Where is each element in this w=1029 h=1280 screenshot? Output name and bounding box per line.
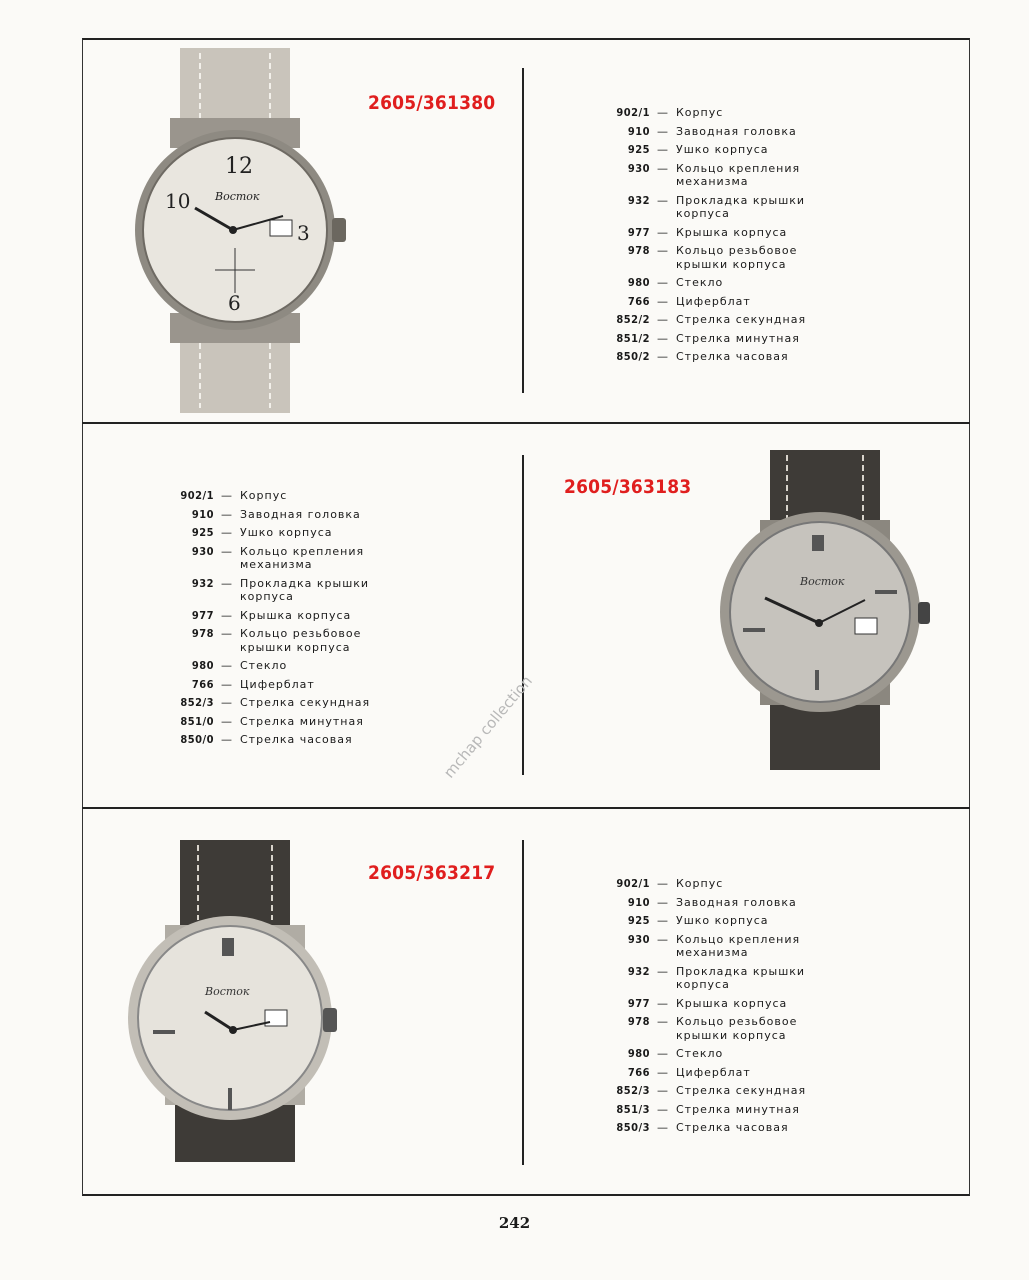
part-name: Стрелка секундная — [676, 1084, 807, 1097]
part-row — [598, 350, 816, 364]
dash-separator: — — [657, 294, 669, 308]
dash-separator: — — [221, 576, 233, 590]
part-row — [598, 106, 816, 120]
part-name: Кольцо резьбовое крышки корпуса — [240, 627, 362, 654]
part-name: Циферблат — [676, 1065, 751, 1079]
part-code: 925 — [191, 526, 214, 539]
part-name: Ушко корпуса — [676, 143, 769, 156]
dash-separator: — — [657, 877, 669, 890]
part-code: 910 — [627, 895, 650, 909]
part-code: 850/2 — [616, 350, 650, 363]
part-code: 851/3 — [616, 1102, 650, 1116]
part-name: Стекло — [676, 1047, 724, 1060]
page-number: 242 — [498, 1214, 531, 1232]
dash-separator: — — [221, 507, 233, 521]
part-name: Стрелка часовая — [240, 733, 353, 746]
part-code: 980 — [627, 276, 650, 289]
part-row — [162, 609, 380, 623]
part-name: Стрелка секундная — [676, 313, 807, 326]
part-code: 978 — [191, 627, 214, 640]
part-name: Стрелка минутная — [240, 714, 364, 728]
part-code: 932 — [627, 964, 650, 978]
dash-separator: — — [657, 964, 669, 978]
part-row — [598, 162, 816, 189]
part-name: Прокладка крышки корпуса — [676, 193, 806, 220]
part-row — [162, 489, 380, 503]
part-row — [598, 1047, 816, 1061]
dash-separator: — — [657, 225, 669, 239]
dash-separator: — — [657, 1015, 669, 1028]
part-name: Стрелка часовая — [676, 1121, 789, 1134]
part-code: 850/3 — [616, 1121, 650, 1134]
part-code: 852/2 — [616, 313, 650, 326]
svg-text:10: 10 — [165, 189, 191, 213]
dash-separator: — — [221, 714, 233, 728]
part-name: Стекло — [676, 276, 724, 289]
dash-separator: — — [221, 627, 233, 640]
part-code: 978 — [627, 244, 650, 257]
part-row — [598, 125, 816, 139]
dial-brand-text: Восток — [800, 575, 845, 588]
part-name: Ушко корпуса — [240, 526, 333, 539]
part-row — [598, 244, 816, 271]
column-divider-3 — [522, 840, 524, 1165]
column-divider-2 — [522, 455, 524, 775]
watch-image-2 — [715, 450, 940, 770]
dial-brand-text: Восток — [215, 190, 260, 203]
part-code: 851/2 — [616, 331, 650, 345]
dash-separator: — — [657, 331, 669, 345]
dash-separator: — — [657, 1065, 669, 1079]
part-row — [162, 659, 380, 673]
part-name: Стрелка секундная — [240, 696, 371, 709]
watermark: mchap collection — [440, 672, 536, 782]
part-name: Циферблат — [240, 677, 315, 691]
dash-separator: — — [657, 244, 669, 257]
part-row — [598, 914, 816, 928]
part-code: 910 — [191, 507, 214, 521]
watch-image-1 — [125, 48, 355, 413]
parts-list — [598, 106, 816, 369]
model-number: 2605/363217 — [368, 862, 496, 884]
dash-separator: — — [657, 1084, 669, 1097]
part-name: Заводная головка — [240, 507, 361, 521]
part-row — [162, 696, 380, 710]
part-code: 851/0 — [180, 714, 214, 728]
section-divider-1 — [82, 422, 970, 424]
part-name: Кольцо резьбовое крышки корпуса — [676, 244, 798, 271]
part-code: 766 — [627, 1065, 650, 1079]
dash-separator: — — [657, 193, 669, 207]
part-row — [598, 226, 816, 240]
part-code: 980 — [627, 1047, 650, 1060]
dash-separator: — — [657, 161, 669, 175]
part-code: 910 — [627, 124, 650, 138]
part-code: 766 — [191, 677, 214, 691]
part-row — [598, 332, 816, 346]
part-name: Стрелка часовая — [676, 350, 789, 363]
part-code: 978 — [627, 1015, 650, 1028]
part-code: 852/3 — [180, 696, 214, 709]
part-code: 977 — [627, 996, 650, 1010]
part-code: 977 — [191, 608, 214, 622]
part-row — [598, 295, 816, 309]
svg-text:6: 6 — [228, 291, 241, 315]
part-row — [598, 1084, 816, 1098]
dash-separator: — — [221, 608, 233, 622]
part-row — [162, 627, 380, 654]
part-name: Заводная головка — [676, 124, 797, 138]
part-row — [162, 508, 380, 522]
section-divider-2 — [82, 807, 970, 809]
part-row — [162, 526, 380, 540]
model-number: 2605/363183 — [564, 476, 692, 498]
part-name: Ушко корпуса — [676, 914, 769, 927]
dash-separator: — — [657, 895, 669, 909]
watch-image-3 — [125, 840, 350, 1162]
dash-separator: — — [657, 124, 669, 138]
part-name: Циферблат — [676, 294, 751, 308]
dash-separator: — — [657, 350, 669, 363]
part-name: Кольцо крепления механизма — [676, 161, 801, 188]
part-row — [598, 194, 816, 221]
part-name: Крышка корпуса — [240, 608, 352, 622]
part-row — [598, 933, 816, 960]
part-row — [162, 577, 380, 604]
part-code: 852/3 — [616, 1084, 650, 1097]
part-name: Кольцо резьбовое крышки корпуса — [676, 1015, 798, 1042]
dash-separator: — — [657, 313, 669, 326]
part-code: 930 — [627, 161, 650, 175]
part-name: Кольцо крепления механизма — [676, 932, 801, 959]
part-row — [162, 715, 380, 729]
part-row — [598, 896, 816, 910]
part-row — [598, 1103, 816, 1117]
model-number: 2605/361380 — [368, 92, 496, 114]
part-name: Крышка корпуса — [676, 225, 788, 239]
part-code: 925 — [627, 914, 650, 927]
part-name: Стрелка минутная — [676, 331, 800, 345]
dash-separator: — — [221, 526, 233, 539]
part-code: 902/1 — [180, 489, 214, 502]
dash-separator: — — [657, 106, 669, 119]
dash-separator: — — [657, 914, 669, 927]
part-code: 930 — [627, 932, 650, 946]
dash-separator: — — [221, 733, 233, 746]
part-row — [162, 733, 380, 747]
part-code: 850/0 — [180, 733, 214, 746]
part-code: 932 — [627, 193, 650, 207]
dash-separator: — — [657, 1047, 669, 1060]
part-name: Кольцо крепления механизма — [240, 544, 365, 571]
part-row — [598, 143, 816, 157]
part-name: Корпус — [676, 106, 724, 119]
parts-list — [162, 489, 380, 752]
dash-separator: — — [657, 276, 669, 289]
dash-separator: — — [657, 143, 669, 156]
dash-separator: — — [221, 696, 233, 709]
part-name: Корпус — [240, 489, 288, 502]
part-name: Заводная головка — [676, 895, 797, 909]
parts-list — [598, 877, 816, 1140]
dash-separator: — — [221, 659, 233, 672]
dash-separator: — — [657, 996, 669, 1010]
part-name: Стрелка минутная — [676, 1102, 800, 1116]
dash-separator: — — [221, 677, 233, 691]
part-row — [162, 678, 380, 692]
part-name: Стекло — [240, 659, 288, 672]
part-code: 766 — [627, 294, 650, 308]
part-row — [598, 877, 816, 891]
column-divider-1 — [522, 68, 524, 393]
svg-text:12: 12 — [225, 154, 253, 179]
dash-separator: — — [657, 932, 669, 946]
part-name: Прокладка крышки корпуса — [676, 964, 806, 991]
part-code: 980 — [191, 659, 214, 672]
part-row — [598, 313, 816, 327]
part-row — [598, 276, 816, 290]
part-code: 902/1 — [616, 877, 650, 890]
part-name: Крышка корпуса — [676, 996, 788, 1010]
part-name: Прокладка крышки корпуса — [240, 576, 370, 603]
part-code: 977 — [627, 225, 650, 239]
part-row — [598, 1015, 816, 1042]
part-row — [162, 545, 380, 572]
part-code: 902/1 — [616, 106, 650, 119]
dash-separator: — — [221, 544, 233, 558]
dash-separator: — — [657, 1102, 669, 1116]
part-name: Корпус — [676, 877, 724, 890]
part-row — [598, 1121, 816, 1135]
part-code: 925 — [627, 143, 650, 156]
svg-text:3: 3 — [297, 221, 310, 245]
part-code: 932 — [191, 576, 214, 590]
part-row — [598, 1066, 816, 1080]
part-row — [598, 997, 816, 1011]
part-code: 930 — [191, 544, 214, 558]
dash-separator: — — [657, 1121, 669, 1134]
dash-separator: — — [221, 489, 233, 502]
dial-brand-text: Восток — [205, 985, 250, 998]
part-row — [598, 965, 816, 992]
